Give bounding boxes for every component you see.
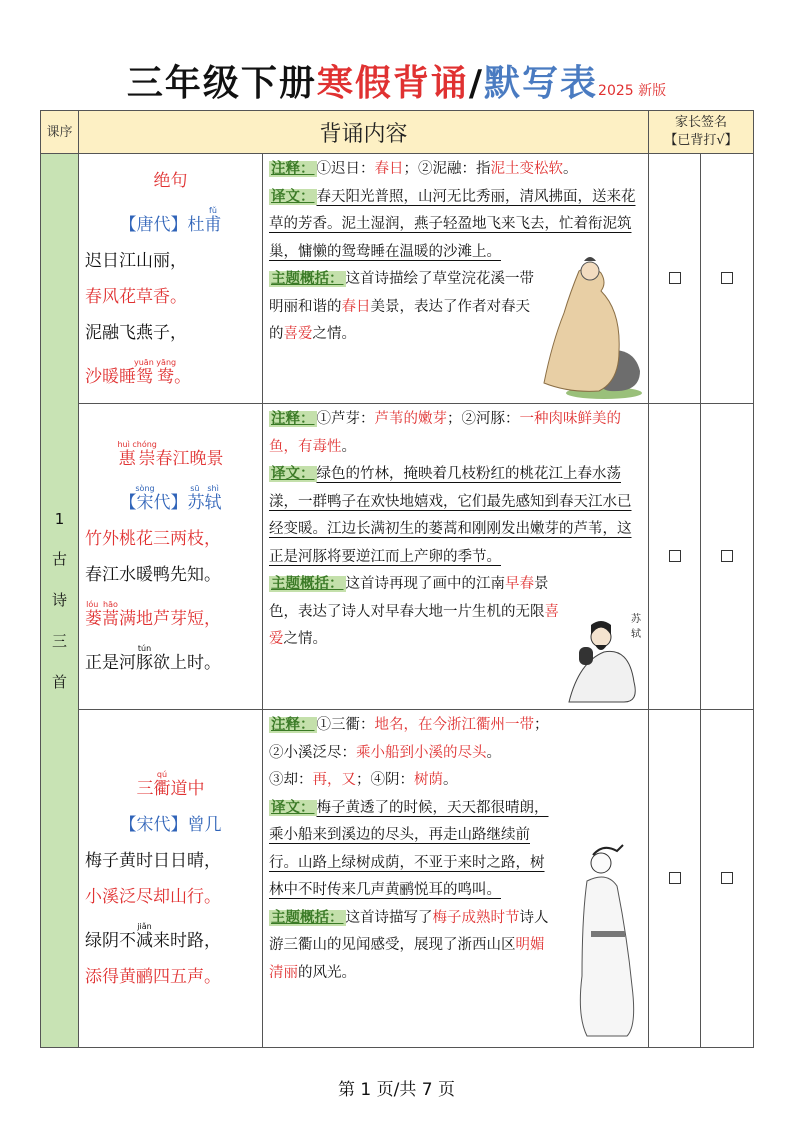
recitation-table <box>40 110 754 1048</box>
poem-line: 小溪泛尽却山行。 <box>85 886 221 907</box>
parent-check-1[interactable] <box>649 154 701 404</box>
poem-text-cell <box>79 154 263 404</box>
parent-check-2[interactable] <box>701 710 754 1048</box>
theme-label: 主题概括： <box>271 909 344 926</box>
poem-line: 沙暖睡鸳鸯yuān yāng。 <box>85 357 192 387</box>
title-slash: / <box>468 63 485 104</box>
notes-label: 注释： <box>271 717 315 733</box>
checkbox-icon[interactable] <box>721 550 733 562</box>
poem-notes-cell: 注释： ①迟日：春日；②泥融：指泥土变松软。 译文： 春天阳光普照，山河无比秀丽，清风拂面，送来花草的芳香。泥土湿润，燕子轻盈地飞来飞去，忙着衔泥筑巢，慵懒的鸳鸯睡在温暖的沙滩上。 主题概括： 这首诗描绘了草堂浣花溪一带明丽和谐的春日美景，表达了作者对春天的喜爱之情。 <box>263 154 649 404</box>
title-dictation: 默写表 <box>484 63 599 104</box>
checkbox-icon[interactable] <box>721 872 733 884</box>
table-row-poem-3 <box>41 710 754 1048</box>
page-title <box>0 55 793 106</box>
translation-text: 春天阳光普照，山河无比秀丽，清风拂面，送来花草的芳香。泥土湿润，燕子轻盈地飞来飞去，忙着衔泥筑巢，慵懒的鸳鸯睡在温暖的沙滩上。 <box>269 188 636 260</box>
poem-title: 三衢qú道中 <box>136 769 205 799</box>
checkbox-icon[interactable] <box>669 872 681 884</box>
poem-line: 蒌蒿lóu hāo满地芦芽短， <box>85 599 221 629</box>
poem-line: 添得黄鹂四五声。 <box>85 966 221 987</box>
parent-check-2[interactable] <box>701 404 754 710</box>
title-version: 2025 新版 <box>598 83 667 99</box>
svg-text:苏: 苏 <box>631 614 642 625</box>
translation-label: 译文： <box>271 188 315 205</box>
translation-label: 译文： <box>271 799 315 816</box>
svg-text:轼: 轼 <box>631 629 642 640</box>
parent-check-1[interactable] <box>649 404 701 710</box>
title-grade: 三年级下册 <box>126 63 317 104</box>
parent-check-1[interactable] <box>649 710 701 1048</box>
page-number: 第 1 页/共 7 页 <box>338 1080 455 1100</box>
checkbox-icon[interactable] <box>669 272 681 284</box>
table-header-row <box>41 111 754 154</box>
header-seq: 课序 <box>41 111 79 154</box>
checkbox-icon[interactable] <box>669 550 681 562</box>
translation-label: 译文： <box>271 466 315 482</box>
poem-title: 惠崇huì chóng春江晚景 <box>117 439 224 469</box>
header-parent-sign: 家长签名 【已背打√】 <box>649 111 754 154</box>
poem-notes-cell: 注释： ①三衢：地名，在今浙江衢州一带； ②小溪泛尽：乘小船到小溪的尽头。 ③却：再，又；④阴：树荫。 译文： 梅子黄透了的时候，天天都很晴朗，乘小船来到溪边的尽头，再走山路继续前行。山路上绿树成荫，不亚于来时之路，树林中不时传来几声黄鹂悦耳的鸣叫。 主题概括： 这首诗描写了梅子成熟时节诗人游三衢山的见闻感受，展现了浙西山区明媚清丽的风光。 <box>263 710 649 1048</box>
poem-line: 梅子黄时日日晴， <box>85 850 221 871</box>
notes-label: 注释： <box>271 411 315 427</box>
poem-line: 迟日江山丽， <box>85 250 187 271</box>
poem-author: 【宋sòng代】苏轼sū shì <box>119 483 222 513</box>
lesson-number: 1 <box>54 509 65 528</box>
poem-line: 春风花草香。 <box>85 286 187 307</box>
poem-text-cell <box>79 404 263 710</box>
poem-line: 正是河豚tún欲上时。 <box>85 643 221 673</box>
lesson-seq-cell: 1 古 诗 三 首 <box>41 154 79 1048</box>
parent-check-2[interactable] <box>701 154 754 404</box>
poem-author: 【宋代】曾几 <box>119 814 222 835</box>
notes-label: 注释： <box>271 161 315 177</box>
header-content: 背诵内容 <box>79 111 649 154</box>
table-row-poem-1 <box>41 154 754 404</box>
poem-title: 绝句 <box>153 170 188 191</box>
poem-line: 竹外桃花三两枝， <box>85 528 221 549</box>
poem-notes-cell: 苏 轼 注释： ①芦芽：芦苇的嫩芽；②河豚：一种肉味鲜美的鱼，有毒性。 译文： 绿色的竹林，掩映着几枝粉红的桃花江上春水荡漾，一群鸭子在欢快地嬉戏，它们最先感知到春天江水已经变暖。江边长满初生的蒌蒿和刚刚发出嫩芽的芦苇，这正是河豚将要逆江而上产卵的季节。 主题概括： 这首诗再现了画中的江南早春景色，表达了诗人对早春大地一片生机的无限喜爱之情。 <box>263 404 649 710</box>
poem-line: 绿阴不减jiǎn来时路， <box>85 921 221 951</box>
checkbox-icon[interactable] <box>721 272 733 284</box>
theme-label: 主题概括： <box>271 576 344 592</box>
translation-text: 绿色的竹林，掩映着几枝粉红的桃花江上春水荡漾，一群鸭子在欢快地嬉戏，它们最先感知到春天江水已经变暖。江边长满初生的蒌蒿和刚刚发出嫩芽的芦苇，这正是河豚将要逆江而上产卵的季节。 <box>269 466 632 565</box>
table-row-poem-2 <box>41 404 754 710</box>
poem-text-cell <box>79 710 263 1048</box>
title-recite: 寒假背诵 <box>316 63 469 104</box>
poem-author: 【唐代】杜甫fǔ <box>119 205 222 235</box>
poem-line: 春江水暖鸭先知。 <box>85 564 221 585</box>
poem-line: 泥融飞燕子， <box>85 322 187 343</box>
theme-label: 主题概括： <box>271 271 344 287</box>
translation-text: 梅子黄透了的时候，天天都很晴朗，乘小船来到溪边的尽头，再走山路继续前行。山路上绿树成荫，不亚于来时之路，树林中不时传来几声黄鹂悦耳的鸣叫。 <box>269 799 549 898</box>
